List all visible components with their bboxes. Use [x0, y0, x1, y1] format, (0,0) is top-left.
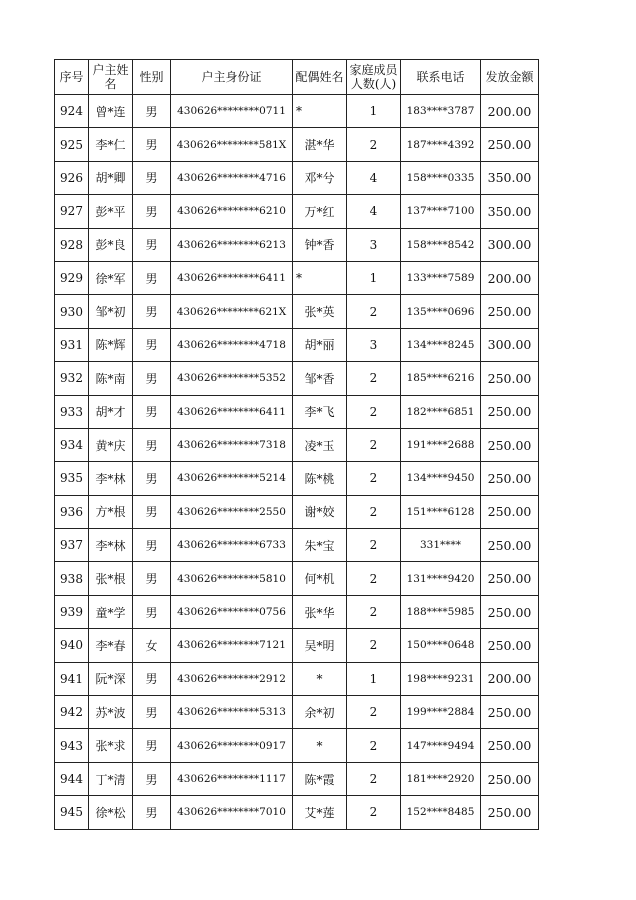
cell-spouse: 余*初: [293, 696, 347, 729]
cell-phone: 331****: [401, 529, 481, 562]
table-row: [55, 696, 539, 729]
cell-phone: 185****6216: [401, 362, 481, 395]
cell-name: 李*春: [89, 629, 133, 662]
cell-no: 941: [55, 662, 89, 695]
cell-members: 2: [347, 362, 401, 395]
cell-spouse: 钟*香: [293, 228, 347, 261]
cell-members: 2: [347, 128, 401, 161]
cell-id: 430626********5810: [171, 562, 293, 595]
cell-no: 929: [55, 261, 89, 294]
table-row: [55, 328, 539, 361]
cell-phone: 152****8485: [401, 796, 481, 829]
cell-sex: 男: [133, 328, 171, 361]
cell-members: 2: [347, 428, 401, 461]
cell-name: 陈*辉: [89, 328, 133, 361]
cell-id: 430626********5214: [171, 462, 293, 495]
cell-no: 938: [55, 562, 89, 595]
cell-sex: 男: [133, 662, 171, 695]
cell-amount: 250.00: [481, 762, 539, 795]
cell-name: 张*求: [89, 729, 133, 762]
table-row: [55, 762, 539, 795]
cell-spouse: *: [293, 261, 347, 294]
table-row: [55, 195, 539, 228]
table-body: [55, 95, 539, 830]
cell-id: 430626********7010: [171, 796, 293, 829]
cell-name: 李*仁: [89, 128, 133, 161]
header-spouse: 配偶姓名: [293, 60, 347, 95]
cell-members: 2: [347, 762, 401, 795]
table-row: [55, 428, 539, 461]
cell-name: 徐*松: [89, 796, 133, 829]
cell-sex: 男: [133, 395, 171, 428]
cell-no: 925: [55, 128, 89, 161]
cell-phone: 198****9231: [401, 662, 481, 695]
table-row: [55, 729, 539, 762]
cell-amount: 250.00: [481, 295, 539, 328]
cell-no: 928: [55, 228, 89, 261]
cell-sex: 男: [133, 261, 171, 294]
cell-amount: 250.00: [481, 729, 539, 762]
cell-phone: 199****2884: [401, 696, 481, 729]
cell-spouse: 万*红: [293, 195, 347, 228]
cell-name: 彭*平: [89, 195, 133, 228]
cell-members: 2: [347, 562, 401, 595]
cell-members: 2: [347, 796, 401, 829]
cell-phone: 182****6851: [401, 395, 481, 428]
cell-members: 3: [347, 228, 401, 261]
cell-members: 3: [347, 328, 401, 361]
cell-name: 徐*军: [89, 261, 133, 294]
cell-amount: 200.00: [481, 662, 539, 695]
cell-spouse: 邹*香: [293, 362, 347, 395]
cell-members: 2: [347, 595, 401, 628]
cell-amount: 250.00: [481, 595, 539, 628]
header-name: 户主姓名: [89, 60, 133, 95]
cell-sex: 男: [133, 562, 171, 595]
cell-amount: 250.00: [481, 796, 539, 829]
cell-members: 2: [347, 295, 401, 328]
cell-no: 934: [55, 428, 89, 461]
cell-members: 2: [347, 696, 401, 729]
cell-phone: 191****2688: [401, 428, 481, 461]
cell-no: 943: [55, 729, 89, 762]
cell-members: 4: [347, 195, 401, 228]
cell-amount: 300.00: [481, 228, 539, 261]
cell-spouse: 陈*桃: [293, 462, 347, 495]
cell-members: 1: [347, 95, 401, 128]
cell-name: 彭*良: [89, 228, 133, 261]
cell-no: 945: [55, 796, 89, 829]
table-row: [55, 128, 539, 161]
cell-no: 940: [55, 629, 89, 662]
header-members: 家庭成员人数(人): [347, 60, 401, 95]
cell-sex: 男: [133, 195, 171, 228]
cell-spouse: *: [293, 662, 347, 695]
cell-amount: 250.00: [481, 529, 539, 562]
cell-amount: 250.00: [481, 462, 539, 495]
cell-sex: 男: [133, 762, 171, 795]
cell-members: 2: [347, 729, 401, 762]
cell-spouse: 邓*兮: [293, 161, 347, 194]
cell-sex: 男: [133, 495, 171, 528]
table-row: [55, 161, 539, 194]
cell-no: 927: [55, 195, 89, 228]
cell-name: 阮*深: [89, 662, 133, 695]
header-sex: 性别: [133, 60, 171, 95]
cell-spouse: 张*华: [293, 595, 347, 628]
cell-phone: 181****2920: [401, 762, 481, 795]
cell-id: 430626********0756: [171, 595, 293, 628]
cell-amount: 200.00: [481, 261, 539, 294]
cell-name: 陈*南: [89, 362, 133, 395]
cell-spouse: 胡*丽: [293, 328, 347, 361]
cell-amount: 250.00: [481, 128, 539, 161]
cell-id: 430626********1117: [171, 762, 293, 795]
cell-id: 430626********0917: [171, 729, 293, 762]
table-row: [55, 662, 539, 695]
cell-amount: 250.00: [481, 362, 539, 395]
cell-id: 430626********621X: [171, 295, 293, 328]
cell-no: 931: [55, 328, 89, 361]
cell-sex: 男: [133, 529, 171, 562]
cell-no: 944: [55, 762, 89, 795]
cell-phone: 134****8245: [401, 328, 481, 361]
cell-phone: 137****7100: [401, 195, 481, 228]
cell-amount: 300.00: [481, 328, 539, 361]
cell-name: 胡*才: [89, 395, 133, 428]
cell-sex: 男: [133, 428, 171, 461]
cell-id: 430626********581X: [171, 128, 293, 161]
cell-name: 邹*初: [89, 295, 133, 328]
table-row: [55, 395, 539, 428]
cell-id: 430626********4718: [171, 328, 293, 361]
cell-no: 933: [55, 395, 89, 428]
cell-id: 430626********7121: [171, 629, 293, 662]
cell-no: 937: [55, 529, 89, 562]
table-row: [55, 228, 539, 261]
cell-phone: 158****0335: [401, 161, 481, 194]
cell-spouse: 李*飞: [293, 395, 347, 428]
cell-id: 430626********6411: [171, 261, 293, 294]
cell-phone: 188****5985: [401, 595, 481, 628]
table-row: [55, 529, 539, 562]
cell-no: 930: [55, 295, 89, 328]
cell-phone: 183****3787: [401, 95, 481, 128]
table-row: [55, 562, 539, 595]
cell-spouse: 张*英: [293, 295, 347, 328]
cell-id: 430626********6213: [171, 228, 293, 261]
cell-id: 430626********5313: [171, 696, 293, 729]
cell-spouse: 陈*霞: [293, 762, 347, 795]
table-row: [55, 629, 539, 662]
cell-name: 方*根: [89, 495, 133, 528]
cell-phone: 134****9450: [401, 462, 481, 495]
cell-sex: 男: [133, 696, 171, 729]
cell-members: 1: [347, 261, 401, 294]
table-row: [55, 95, 539, 128]
header-phone: 联系电话: [401, 60, 481, 95]
cell-spouse: 谢*姣: [293, 495, 347, 528]
subsidy-table: [54, 59, 539, 830]
cell-amount: 200.00: [481, 95, 539, 128]
cell-id: 430626********6411: [171, 395, 293, 428]
cell-amount: 250.00: [481, 395, 539, 428]
cell-members: 2: [347, 395, 401, 428]
cell-spouse: 凌*玉: [293, 428, 347, 461]
cell-name: 童*学: [89, 595, 133, 628]
cell-members: 2: [347, 495, 401, 528]
cell-sex: 女: [133, 629, 171, 662]
cell-id: 430626********0711: [171, 95, 293, 128]
cell-spouse: *: [293, 95, 347, 128]
cell-sex: 男: [133, 161, 171, 194]
cell-id: 430626********4716: [171, 161, 293, 194]
cell-sex: 男: [133, 95, 171, 128]
cell-spouse: 朱*宝: [293, 529, 347, 562]
cell-sex: 男: [133, 796, 171, 829]
cell-phone: 133****7589: [401, 261, 481, 294]
cell-phone: 131****9420: [401, 562, 481, 595]
cell-sex: 男: [133, 362, 171, 395]
cell-id: 430626********2550: [171, 495, 293, 528]
table-row: [55, 462, 539, 495]
cell-spouse: *: [293, 729, 347, 762]
table-row: [55, 595, 539, 628]
cell-name: 黄*庆: [89, 428, 133, 461]
cell-members: 2: [347, 529, 401, 562]
cell-no: 936: [55, 495, 89, 528]
cell-amount: 250.00: [481, 562, 539, 595]
cell-spouse: 湛*华: [293, 128, 347, 161]
cell-phone: 135****0696: [401, 295, 481, 328]
cell-no: 942: [55, 696, 89, 729]
table-row: [55, 495, 539, 528]
cell-no: 939: [55, 595, 89, 628]
cell-no: 926: [55, 161, 89, 194]
cell-no: 932: [55, 362, 89, 395]
table-row: [55, 362, 539, 395]
cell-id: 430626********6210: [171, 195, 293, 228]
cell-spouse: 何*机: [293, 562, 347, 595]
cell-id: 430626********6733: [171, 529, 293, 562]
cell-members: 2: [347, 629, 401, 662]
cell-phone: 187****4392: [401, 128, 481, 161]
cell-name: 张*根: [89, 562, 133, 595]
cell-id: 430626********2912: [171, 662, 293, 695]
cell-sex: 男: [133, 462, 171, 495]
cell-spouse: 吴*明: [293, 629, 347, 662]
cell-sex: 男: [133, 228, 171, 261]
cell-sex: 男: [133, 295, 171, 328]
cell-phone: 150****0648: [401, 629, 481, 662]
cell-phone: 158****8542: [401, 228, 481, 261]
cell-members: 2: [347, 462, 401, 495]
header-no: 序号: [55, 60, 89, 95]
header-amount: 发放金额: [481, 60, 539, 95]
table-row: [55, 796, 539, 829]
cell-phone: 147****9494: [401, 729, 481, 762]
cell-id: 430626********7318: [171, 428, 293, 461]
cell-sex: 男: [133, 729, 171, 762]
cell-name: 丁*清: [89, 762, 133, 795]
cell-name: 胡*卿: [89, 161, 133, 194]
cell-name: 曾*连: [89, 95, 133, 128]
cell-name: 苏*波: [89, 696, 133, 729]
table-row: [55, 261, 539, 294]
cell-amount: 250.00: [481, 696, 539, 729]
cell-no: 924: [55, 95, 89, 128]
header-id: 户主身份证: [171, 60, 293, 95]
header-row: [55, 60, 539, 95]
cell-no: 935: [55, 462, 89, 495]
cell-id: 430626********5352: [171, 362, 293, 395]
cell-phone: 151****6128: [401, 495, 481, 528]
table-row: [55, 295, 539, 328]
cell-amount: 350.00: [481, 195, 539, 228]
cell-name: 李*林: [89, 462, 133, 495]
cell-sex: 男: [133, 595, 171, 628]
cell-amount: 250.00: [481, 428, 539, 461]
cell-amount: 250.00: [481, 629, 539, 662]
cell-amount: 350.00: [481, 161, 539, 194]
cell-members: 4: [347, 161, 401, 194]
cell-members: 1: [347, 662, 401, 695]
cell-amount: 250.00: [481, 495, 539, 528]
cell-name: 李*林: [89, 529, 133, 562]
cell-sex: 男: [133, 128, 171, 161]
cell-spouse: 艾*莲: [293, 796, 347, 829]
